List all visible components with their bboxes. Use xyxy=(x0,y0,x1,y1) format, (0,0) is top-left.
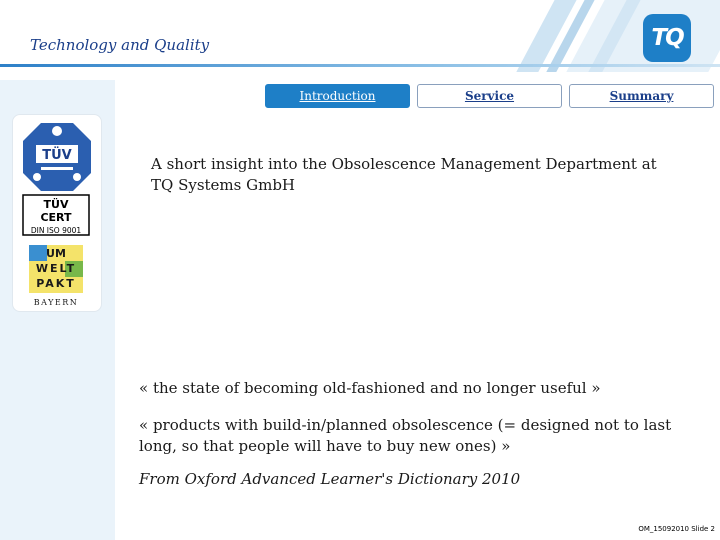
umwelt-bottom: BAYERN xyxy=(33,298,79,307)
tuv-cert-top: TÜV xyxy=(43,198,69,211)
tuv-badge-icon xyxy=(13,115,101,311)
intro-text: A short insight into the Obsolescence Management Department at TQ Systems GmbH xyxy=(151,155,657,194)
definition-quote-1: « the state of becoming old-fashioned and no longer useful » xyxy=(139,379,601,397)
tuv-cert-bottom: DIN ISO 9001 xyxy=(30,226,82,235)
tq-logo: TQ xyxy=(643,14,691,62)
quote-source: From Oxford Advanced Learner's Dictionary 2010 xyxy=(139,470,521,488)
title-divider xyxy=(0,64,720,67)
umwelt-line-1: UM xyxy=(46,247,66,260)
umwelt-line-3: PAKT xyxy=(36,277,76,290)
page-title: Technology and Quality xyxy=(30,36,210,54)
slide-footer: OM_15092010 Slide 2 xyxy=(638,525,715,533)
umwelt-line-2: WELT xyxy=(35,262,77,275)
tab-service[interactable]: Service xyxy=(417,84,562,108)
tab-summary[interactable]: Summary xyxy=(569,84,714,108)
tab-introduction[interactable]: Introduction xyxy=(265,84,410,108)
tuv-badge-text: TÜV xyxy=(42,148,72,163)
tuv-cert-mid: CERT xyxy=(40,211,72,224)
definition-quote-2: « products with build-in/planned obsolescence (= designed not to last long, so that people will have to buy new ones) » xyxy=(139,416,672,455)
certification-panel xyxy=(12,114,102,312)
